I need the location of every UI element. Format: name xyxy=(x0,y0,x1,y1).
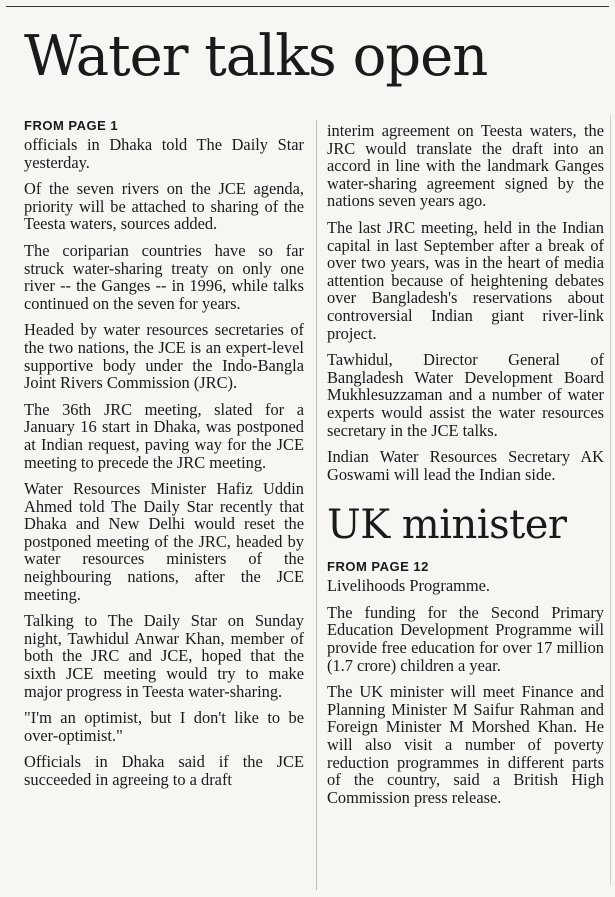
paragraph: Headed by water resources secretaries of the two nations, the JCE is an expert-level supportive body under the Indo-Bangla Joint Rivers Commission (JRC). xyxy=(24,320,304,393)
article-left-column xyxy=(24,118,304,798)
second-article-headline: UK minister xyxy=(327,502,567,549)
paragraph: Officials in Dhaka said if the JCE succeeded in agreeing to a draft xyxy=(24,752,304,789)
paragraph: Water Resources Minister Hafiz Uddin Ahmed told The Daily Star recently that Dhaka and New Delhi would reset the postponed meeting of the JRC, headed by water resources ministers of the neighbouring nations, after the JCE meeting. xyxy=(24,479,304,604)
paragraph: Livelihoods Programme. xyxy=(327,576,490,596)
second-jump-kicker: FROM PAGE 12 xyxy=(327,559,429,575)
article-right-column xyxy=(327,122,604,815)
top-rule xyxy=(6,6,609,7)
paragraph: interim agreement on Teesta waters, the JRC would translate the draft into an accord in line with the landmark Ganges water-sharing agreement signed by the nations seven years ago. xyxy=(327,121,604,211)
column-divider xyxy=(316,120,317,890)
paragraph: Of the seven rivers on the JCE agenda, priority will be attached to sharing of the Teesta waters, sources added. xyxy=(24,179,304,234)
quote-paragraph: "I'm an optimist, but I don't like to be over-optimist." xyxy=(24,708,304,745)
paragraph: The coriparian countries have so far struck water-sharing treaty on only one river -- the Ganges -- in 1996, while talks continued on the seven for years. xyxy=(24,240,304,313)
article-headline: Water talks open xyxy=(24,24,488,89)
paragraph: Indian Water Resources Secretary AK Goswami will lead the Indian side. xyxy=(327,447,604,484)
paragraph: The UK minister will meet Finance and Planning Minister M Saifur Rahman and Foreign Minister M Morshed Khan. He will also visit a number of poverty reduction programmes in different parts of the country, said a British High Commission press release. xyxy=(327,682,604,807)
paragraph: Tawhidul, Director General of Bangladesh Water Development Board Mukhlesuzzaman and a number of water experts would assist the water resources secretary in the JCE talks. xyxy=(327,350,604,440)
paragraph: The 36th JRC meeting, slated for a January 16 start in Dhaka, was postponed at Indian request, paving way for the JCE meeting to precede the JRC meeting. xyxy=(24,399,304,472)
paragraph: The last JRC meeting, held in the Indian capital in last September after a break of over two years, was in the heart of media attention because of heightening debates over Bangladesh's reservations about controversial Indian giant river-link project. xyxy=(327,217,604,343)
paragraph: The funding for the Second Primary Education Development Programme will provide free education for over 17 million (1.7 crore) children a year. xyxy=(327,602,604,675)
page-edge-rule xyxy=(610,115,611,885)
paragraph: Talking to The Daily Star on Sunday night, Tawhidul Anwar Khan, member of both the JRC and JCE, hoped that the sixth JCE meeting would try to make major progress in Teesta water-sharing. xyxy=(24,611,304,701)
jump-kicker: FROM PAGE 1 xyxy=(24,118,119,133)
paragraph: officials in Dhaka told The Daily Star yesterday. xyxy=(24,135,304,172)
